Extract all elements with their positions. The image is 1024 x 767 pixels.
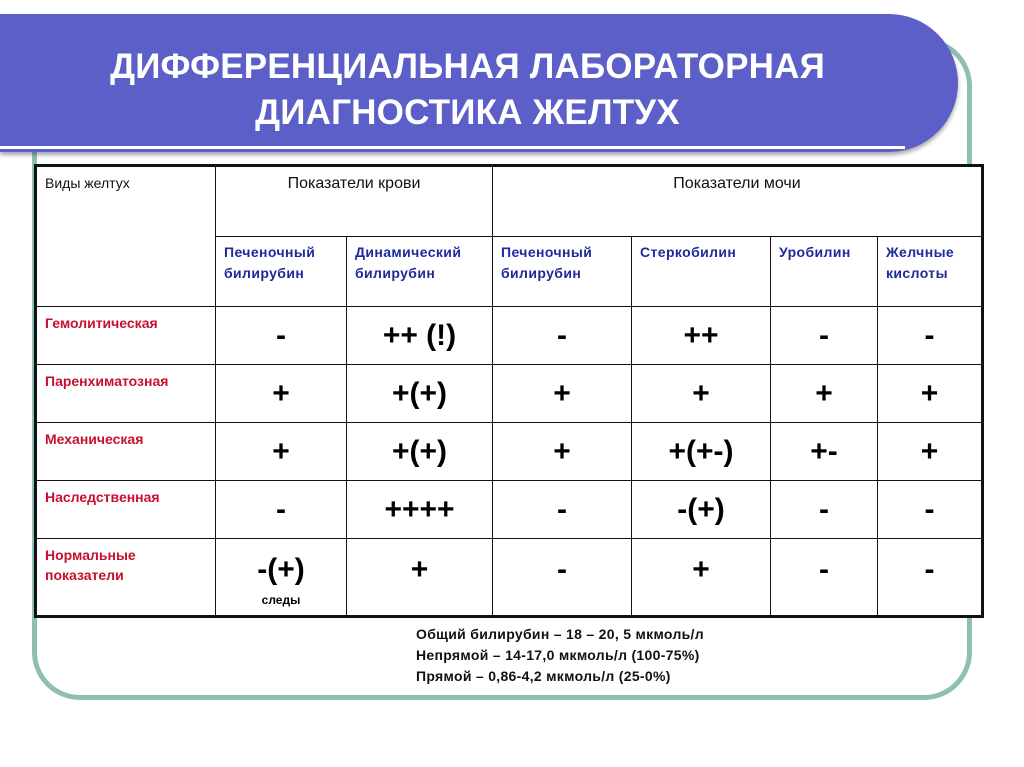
table-cell: -: [771, 539, 878, 617]
row-label: Паренхиматозная: [36, 365, 216, 423]
col-header-blood-dynamic-bilirubin: Динамический билирубин: [347, 237, 493, 307]
col-header-bile-acids: Желчные кислоты: [878, 237, 983, 307]
table-cell: -: [878, 539, 983, 617]
table-cell: -(+) следы: [216, 539, 347, 617]
table-cell: +: [878, 423, 983, 481]
table-cell: +-: [771, 423, 878, 481]
table-cell: ++: [632, 307, 771, 365]
row-label: Механическая: [36, 423, 216, 481]
table-cell: -: [771, 307, 878, 365]
table-cell: ++ (!): [347, 307, 493, 365]
title-underline: [0, 146, 905, 149]
table-cell: -: [878, 307, 983, 365]
note-direct-bilirubin: Прямой – 0,86-4,2 мкмоль/л (25-0%): [416, 668, 671, 684]
table-cell: ++++: [347, 481, 493, 539]
table-cell: +: [216, 423, 347, 481]
corner-header: Виды желтух: [36, 166, 216, 307]
table-row: [36, 539, 983, 617]
table-cell: +: [771, 365, 878, 423]
table-cell: -: [493, 481, 632, 539]
table-row: [36, 307, 983, 365]
table-cell: -: [216, 481, 347, 539]
table-cell: -: [771, 481, 878, 539]
table-cell: -: [493, 307, 632, 365]
table-cell: +: [632, 365, 771, 423]
table-cell: -: [878, 481, 983, 539]
title-line-2: ДИАГНОСТИКА ЖЕЛТУХ: [255, 93, 680, 132]
title-banner: [0, 14, 958, 152]
table-cell: +: [878, 365, 983, 423]
trace-note: следы: [261, 593, 301, 607]
table-row: [36, 423, 983, 481]
title-line-1: ДИФФЕРЕНЦИАЛЬНАЯ ЛАБОРАТОРНАЯ: [110, 47, 825, 86]
table-cell: +: [493, 423, 632, 481]
urine-indicators-header: Показатели мочи: [493, 166, 983, 237]
col-header-urobilin: Уробилин: [771, 237, 878, 307]
note-total-bilirubin: Общий билирубин – 18 – 20, 5 мкмоль/л: [416, 626, 704, 642]
col-header-stercobilin: Стеркобилин: [632, 237, 771, 307]
jaundice-table: [34, 164, 984, 618]
table-cell: +: [493, 365, 632, 423]
table-row: [36, 481, 983, 539]
table-row: [36, 365, 983, 423]
col-header-urine-liver-bilirubin: Печеночный билирубин: [493, 237, 632, 307]
table-cell: +: [347, 539, 493, 617]
row-label: Нормальные показатели: [36, 539, 216, 617]
row-label: Гемолитическая: [36, 307, 216, 365]
table-cell: +(+): [347, 365, 493, 423]
table-cell: -: [493, 539, 632, 617]
row-label: Наследственная: [36, 481, 216, 539]
table-cell: -: [216, 307, 347, 365]
col-header-blood-liver-bilirubin: Печеночный билирубин: [216, 237, 347, 307]
page-title: [40, 44, 895, 136]
table-cell: +(+): [347, 423, 493, 481]
blood-indicators-header: Показатели крови: [216, 166, 493, 237]
reference-notes: [416, 624, 704, 687]
table-cell: -(+): [632, 481, 771, 539]
note-indirect-bilirubin: Непрямой – 14-17,0 мкмоль/л (100-75%): [416, 647, 700, 663]
table-cell: +(+-): [632, 423, 771, 481]
table-cell: +: [632, 539, 771, 617]
table-cell: +: [216, 365, 347, 423]
